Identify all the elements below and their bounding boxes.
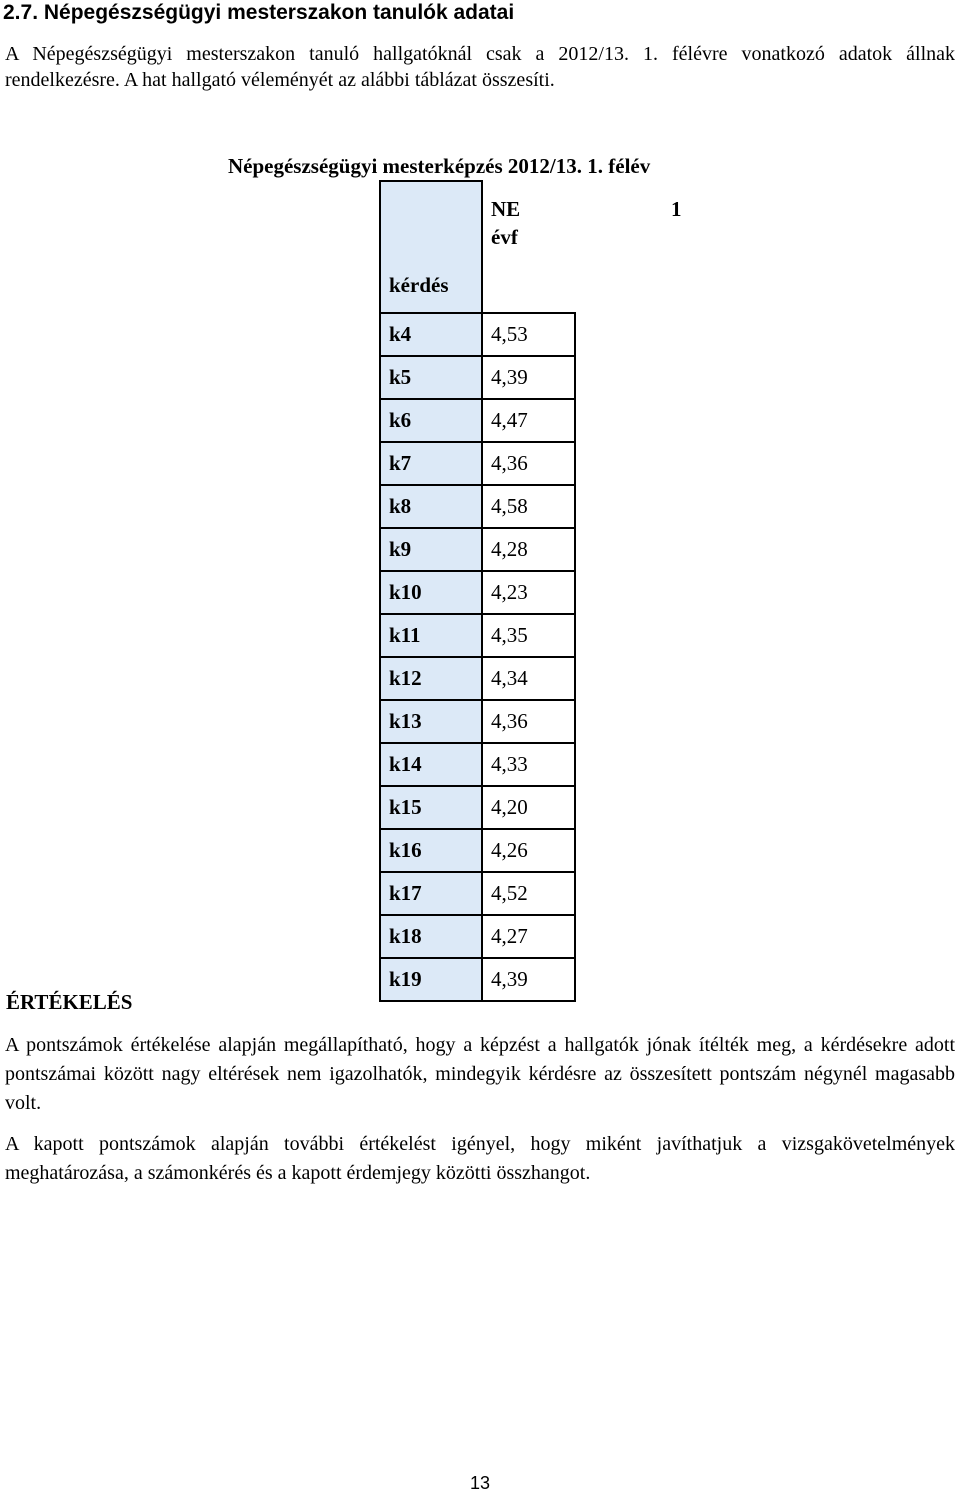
score-cell: 4,52 xyxy=(482,872,575,915)
table-row xyxy=(380,700,575,743)
question-cell: k17 xyxy=(380,872,482,915)
table-row xyxy=(380,915,575,958)
table-row xyxy=(380,485,575,528)
table-row xyxy=(380,829,575,872)
table-row xyxy=(380,872,575,915)
score-cell: 4,33 xyxy=(482,743,575,786)
table-row xyxy=(380,356,575,399)
column-header-question: kérdés xyxy=(380,181,482,313)
table-title: Népegészségügyi mesterképzés 2012/13. 1. félév xyxy=(228,154,651,178)
score-cell: 4,26 xyxy=(482,829,575,872)
evaluation-paragraph-1: A pontszámok értékelése alapján megállapítható, hogy a képzést a hallgatók jónak ítélték meg, a kérdésekre adott pontszámai között nagy eltérések nem igazolhatók, mindegyik kérdésre az összesített pontszám négynél magasabb volt. xyxy=(5,1034,955,1114)
score-cell: 4,23 xyxy=(482,571,575,614)
score-cell: 4,28 xyxy=(482,528,575,571)
table-row xyxy=(380,786,575,829)
question-cell: k9 xyxy=(380,528,482,571)
question-cell: k14 xyxy=(380,743,482,786)
question-cell: k6 xyxy=(380,399,482,442)
intro-paragraph: A Népegészségügyi mesterszakon tanuló hallgatóknál csak a 2012/13. 1. félévre vonatkozó adatok állnak rendelkezésre. A hat hallgató véleményét az alábbi táblázat összesíti. xyxy=(5,43,955,91)
score-cell: 4,20 xyxy=(482,786,575,829)
score-cell: 4,39 xyxy=(482,958,575,1001)
question-cell: k4 xyxy=(380,313,482,356)
score-cell: 4,36 xyxy=(482,700,575,743)
table-row xyxy=(380,958,575,1001)
evaluation-paragraph-2: A kapott pontszámok alapján további értékelést igényel, hogy miként javíthatjuk a vizsgakövetelmények meghatározása, a számonkérés és a kapott érdemjegy közötti összhangot. xyxy=(5,1133,955,1184)
table-row xyxy=(380,442,575,485)
score-cell: 4,36 xyxy=(482,442,575,485)
question-cell: k12 xyxy=(380,657,482,700)
scores-table xyxy=(379,180,682,1002)
column-header-value-line2: évf xyxy=(491,225,518,249)
column-header-value-number: 1 xyxy=(671,197,682,221)
table-row xyxy=(380,657,575,700)
table-header-row xyxy=(380,181,575,313)
question-cell: k7 xyxy=(380,442,482,485)
question-cell: k5 xyxy=(380,356,482,399)
score-cell: 4,58 xyxy=(482,485,575,528)
table-row xyxy=(380,399,575,442)
question-cell: k13 xyxy=(380,700,482,743)
question-cell: k16 xyxy=(380,829,482,872)
question-cell: k11 xyxy=(380,614,482,657)
table-row xyxy=(380,614,575,657)
question-cell: k19 xyxy=(380,958,482,1001)
question-cell: k15 xyxy=(380,786,482,829)
table-row xyxy=(380,313,575,356)
evaluation-title: ÉRTÉKELÉS xyxy=(6,990,133,1014)
score-cell: 4,47 xyxy=(482,399,575,442)
table-row xyxy=(380,743,575,786)
score-cell: 4,35 xyxy=(482,614,575,657)
table-body xyxy=(380,313,575,1001)
section-heading: 2.7. Népegészségügyi mesterszakon tanulók adatai xyxy=(3,1,515,24)
column-header-value-line1: NE xyxy=(491,197,521,221)
table-row xyxy=(380,528,575,571)
question-cell: k8 xyxy=(380,485,482,528)
question-cell: k18 xyxy=(380,915,482,958)
score-cell: 4,27 xyxy=(482,915,575,958)
score-cell: 4,39 xyxy=(482,356,575,399)
page-number: 13 xyxy=(469,1473,491,1493)
table-row xyxy=(380,571,575,614)
question-cell: k10 xyxy=(380,571,482,614)
score-cell: 4,34 xyxy=(482,657,575,700)
column-header-value xyxy=(482,181,682,313)
score-cell: 4,53 xyxy=(482,313,575,356)
